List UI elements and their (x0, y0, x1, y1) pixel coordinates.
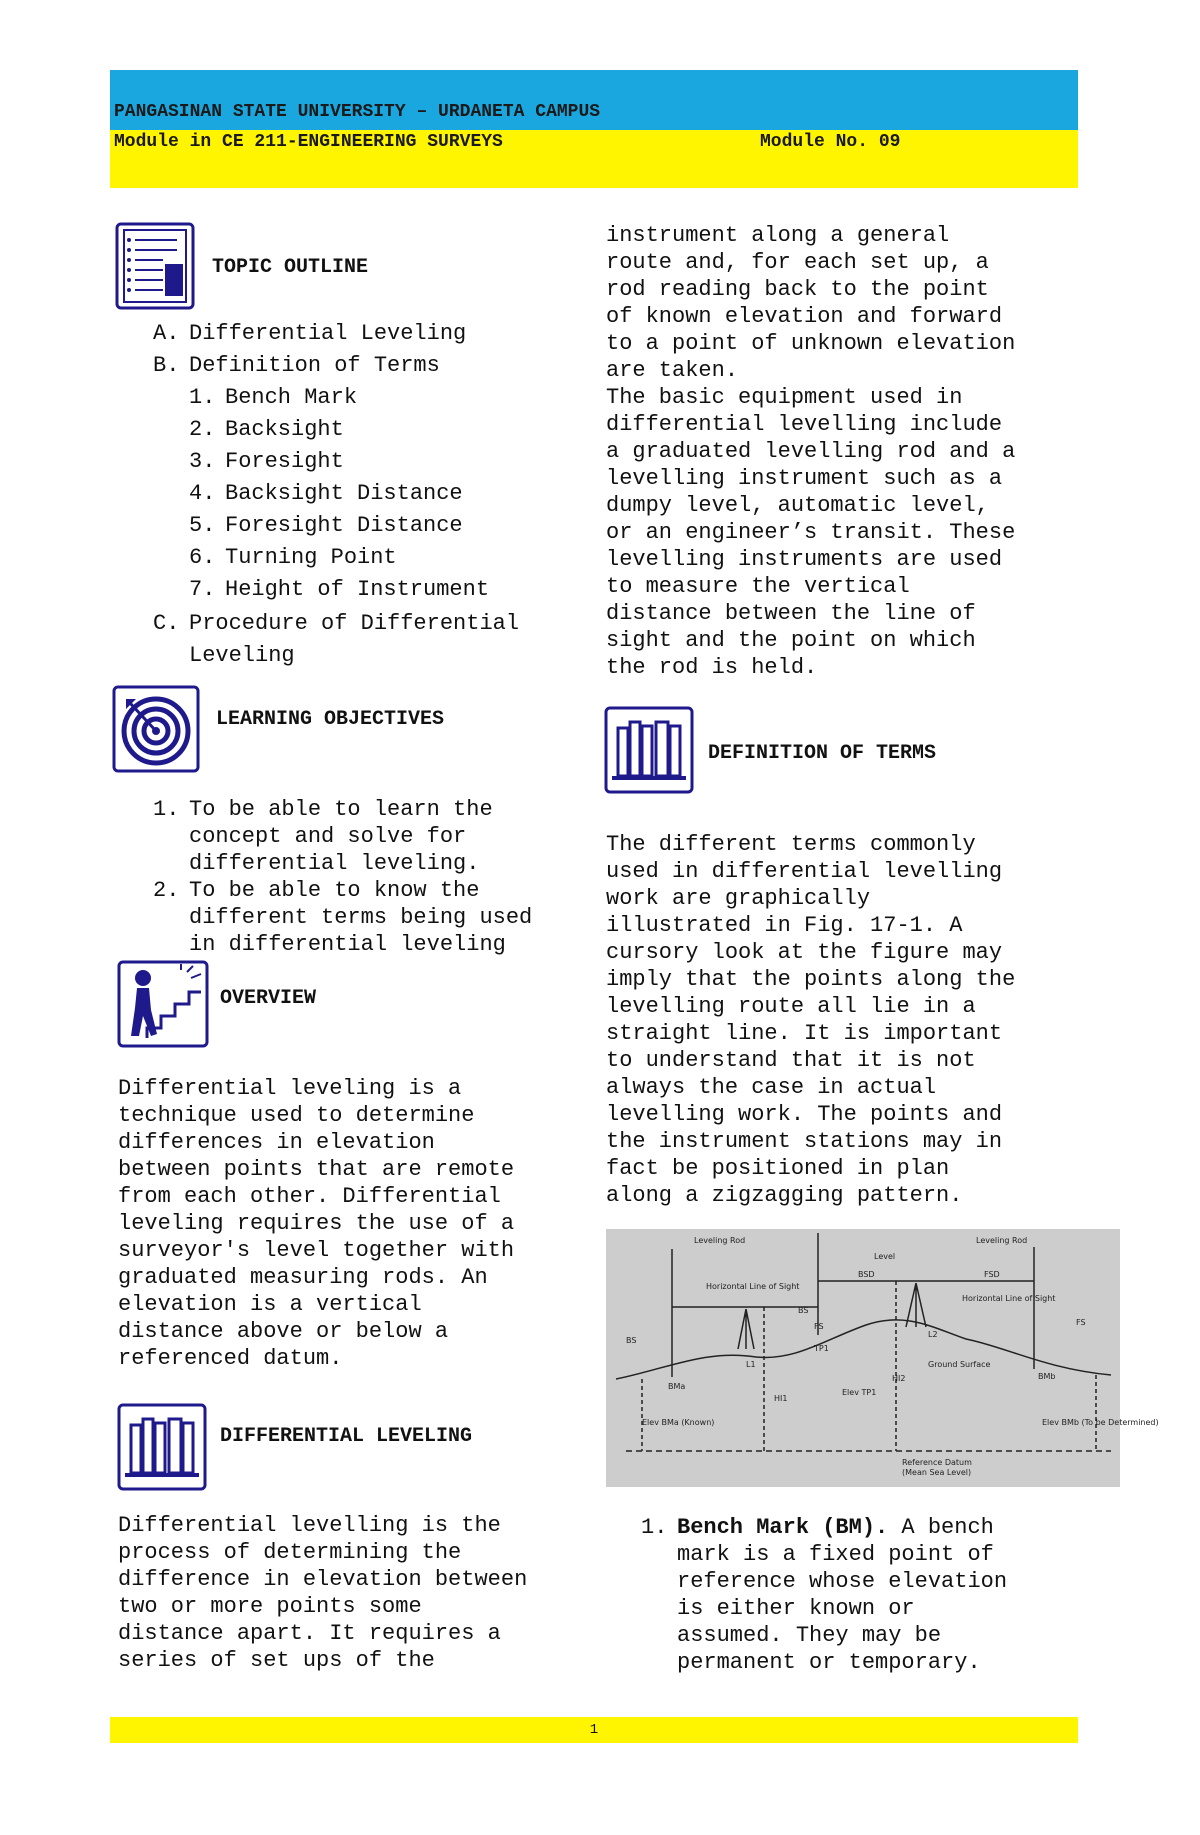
fig-label-level: Level (874, 1252, 896, 1261)
fig-label-hi1: HI1 (774, 1394, 788, 1403)
outline-marker: 5. (189, 513, 216, 538)
objective-text: in differential leveling (189, 932, 506, 957)
outline-text: Turning Point (225, 545, 397, 570)
fig-label-bsd: BSD (858, 1270, 875, 1279)
outline-text: Backsight (225, 417, 344, 442)
paragraph-line: The basic equipment used in (606, 385, 963, 410)
bench-mark-marker: 1. (641, 1515, 668, 1540)
module-header (110, 70, 1078, 188)
fig-label-elev-bma: Elev BMa (Known) (642, 1418, 715, 1427)
outline-text: Foresight (225, 449, 344, 474)
definition-line: cursory look at the figure may (606, 940, 1003, 965)
objective-text: concept and solve for (189, 824, 467, 849)
paragraph-line: route and, for each set up, a (606, 250, 989, 275)
outline-item-a: A. Differential Leveling (153, 321, 467, 346)
fig-label-tp1: TP1 (814, 1344, 829, 1353)
fig-label-leveling-rod-left: Leveling Rod (694, 1236, 746, 1245)
overview-line: elevation is a vertical (118, 1292, 422, 1317)
outline-item-b: B. Definition of Terms (153, 353, 440, 378)
bench-mark-first-line (641, 1514, 994, 1541)
definition-line: always the case in actual (606, 1075, 937, 1100)
definition-line: imply that the points along the (606, 967, 1016, 992)
definition-line: the instrument stations may in (606, 1129, 1003, 1154)
overview-title: OVERVIEW (220, 987, 317, 1010)
learning-objectives-title: LEARNING OBJECTIVES (216, 708, 445, 731)
target-icon (112, 685, 200, 773)
fig-label-bs1: BS (626, 1336, 637, 1345)
definition-line: along a zigzagging pattern. (606, 1183, 963, 1208)
fig-label-bmb: BMb (1038, 1372, 1056, 1381)
fig-label-fs1: FS (814, 1322, 824, 1331)
outline-marker: 1. (189, 385, 216, 410)
fig-label-horizontal-right: Horizontal Line of Sight (962, 1294, 1056, 1303)
differential-leveling-line: process of determining the (118, 1540, 462, 1565)
module-number: Module No. 09 (760, 132, 901, 152)
fig-label-l2: L2 (928, 1330, 938, 1339)
paragraph-line: sight and the point on which (606, 628, 976, 653)
outline-marker: 2. (189, 417, 216, 442)
paragraph-line: instrument along a general (606, 223, 950, 248)
definition-line: illustrated in Fig. 17-1. A (606, 913, 963, 938)
definition-line: straight line. It is important (606, 1021, 1003, 1046)
definition-line: The different terms commonly (606, 832, 976, 857)
header-blue-band (110, 70, 1078, 130)
definition-of-terms-title: DEFINITION OF TERMS (708, 742, 937, 765)
differential-leveling-title: DIFFERENTIAL LEVELING (220, 1425, 473, 1448)
overview-line: from each other. Differential (118, 1184, 501, 1209)
outline-subitem (189, 480, 463, 507)
overview-line: referenced datum. (118, 1346, 343, 1371)
paragraph-line: dumpy level, automatic level, (606, 493, 989, 518)
objective-text: To be able to know the (189, 878, 480, 903)
objective-text: differential leveling. (189, 851, 480, 876)
fig-label-datum: Reference Datum (902, 1458, 972, 1467)
outline-subitem (189, 448, 344, 475)
outline-subitem (189, 544, 397, 571)
outline-subitem (189, 512, 463, 539)
outline-marker: 3. (189, 449, 216, 474)
outline-text: Bench Mark (225, 385, 358, 410)
bench-mark-term: Bench Mark (BM). (677, 1515, 889, 1540)
books-icon (117, 1403, 207, 1491)
differential-leveling-line: series of set ups of the (118, 1648, 435, 1673)
outline-item-c-cont: Leveling (189, 643, 295, 668)
fig-label-l1: L1 (746, 1360, 756, 1369)
paragraph-line: are taken. (606, 358, 739, 383)
paragraph-line: the rod is held. (606, 655, 818, 680)
bench-mark-line: mark is a fixed point of (677, 1542, 994, 1567)
fig-label-msl: (Mean Sea Level) (902, 1468, 972, 1477)
objective-marker: 1. (153, 797, 180, 822)
outline-marker: 4. (189, 481, 216, 506)
overview-line: differences in elevation (118, 1130, 435, 1155)
differential-leveling-line: distance apart. It requires a (118, 1621, 501, 1646)
objective-line (153, 931, 506, 958)
paragraph-line: rod reading back to the point (606, 277, 989, 302)
paragraph-line: levelling instruments are used (606, 547, 1003, 572)
bench-mark-line: reference whose elevation (677, 1569, 1008, 1594)
overview-line: distance above or below a (118, 1319, 449, 1344)
outline-item-c: C. Procedure of Differential (153, 611, 520, 636)
objective-line (153, 877, 479, 904)
objective-text: To be able to learn the (189, 797, 493, 822)
fig-label-fs2: FS (1076, 1318, 1086, 1327)
fig-label-bma: BMa (668, 1382, 686, 1391)
outline-subitem (189, 576, 489, 603)
overview-line: technique used to determine (118, 1103, 475, 1128)
fig-label-horizontal-left: Horizontal Line of Sight (706, 1282, 800, 1291)
definition-line: work are graphically (606, 886, 871, 911)
differential-leveling-figure (606, 1229, 1159, 1487)
paragraph-line: or an engineer’s transit. These (606, 520, 1016, 545)
fig-label-elev-bmb: Elev BMb (To be Determined) (1042, 1418, 1159, 1427)
outline-subitem (189, 384, 357, 411)
climbing-stairs-icon (117, 960, 209, 1048)
outline-marker: 6. (189, 545, 216, 570)
overview-line: leveling requires the use of a (118, 1211, 515, 1236)
differential-leveling-line: difference in elevation between (118, 1567, 528, 1592)
fig-label-elev-tp1: Elev TP1 (842, 1388, 877, 1397)
paragraph-line: to a point of unknown elevation (606, 331, 1016, 356)
page-footer (110, 1717, 1078, 1743)
bench-mark-line: is either known or (677, 1596, 915, 1621)
objective-line (153, 823, 466, 850)
fig-label-bs2: BS (798, 1306, 809, 1315)
fig-label-hi2: HI2 (892, 1374, 906, 1383)
differential-leveling-line: Differential levelling is the (118, 1513, 501, 1538)
university-name: PANGASINAN STATE UNIVERSITY – URDANETA CAMPUS (114, 102, 601, 122)
paragraph-line: of known elevation and forward (606, 304, 1003, 329)
definition-line: fact be positioned in plan (606, 1156, 950, 1181)
list-document-icon (115, 222, 195, 310)
paragraph-line: levelling instrument such as a (606, 466, 1003, 491)
overview-line: Differential leveling is a (118, 1076, 462, 1101)
header-yellow-band (110, 130, 1078, 188)
definition-line: to understand that it is not (606, 1048, 976, 1073)
paragraph-line: to measure the vertical (606, 574, 910, 599)
differential-leveling-line: two or more points some (118, 1594, 422, 1619)
definition-line: levelling work. The points and (606, 1102, 1003, 1127)
bench-mark-line: assumed. They may be (677, 1623, 942, 1648)
books-icon (604, 706, 694, 794)
paragraph-line: distance between the line of (606, 601, 976, 626)
objective-line (153, 904, 532, 931)
bench-mark-line: permanent or temporary. (677, 1650, 981, 1675)
outline-text: Foresight Distance (225, 513, 463, 538)
overview-line: graduated measuring rods. An (118, 1265, 488, 1290)
paragraph-line: differential levelling include (606, 412, 1003, 437)
paragraph-line: a graduated levelling rod and a (606, 439, 1016, 464)
outline-text: Backsight Distance (225, 481, 463, 506)
bench-mark-text: A bench (888, 1515, 994, 1540)
fig-label-fsd: FSD (984, 1270, 1000, 1279)
fig-label-leveling-rod-right: Leveling Rod (976, 1236, 1028, 1245)
overview-line: surveyor's level together with (118, 1238, 515, 1263)
objective-text: different terms being used (189, 905, 533, 930)
objective-line (153, 796, 493, 823)
module-course: Module in CE 211-ENGINEERING SURVEYS (114, 132, 503, 152)
definition-line: used in differential levelling (606, 859, 1003, 884)
topic-outline-title: TOPIC OUTLINE (212, 256, 369, 279)
page-number: 1 (589, 1722, 599, 1738)
outline-marker: 7. (189, 577, 216, 602)
objective-marker: 2. (153, 878, 180, 903)
objective-line (153, 850, 479, 877)
definition-line: levelling route all lie in a (606, 994, 976, 1019)
outline-text: Height of Instrument (225, 577, 490, 602)
outline-subitem (189, 416, 344, 443)
fig-label-ground-surface: Ground Surface (928, 1360, 991, 1369)
overview-line: between points that are remote (118, 1157, 515, 1182)
